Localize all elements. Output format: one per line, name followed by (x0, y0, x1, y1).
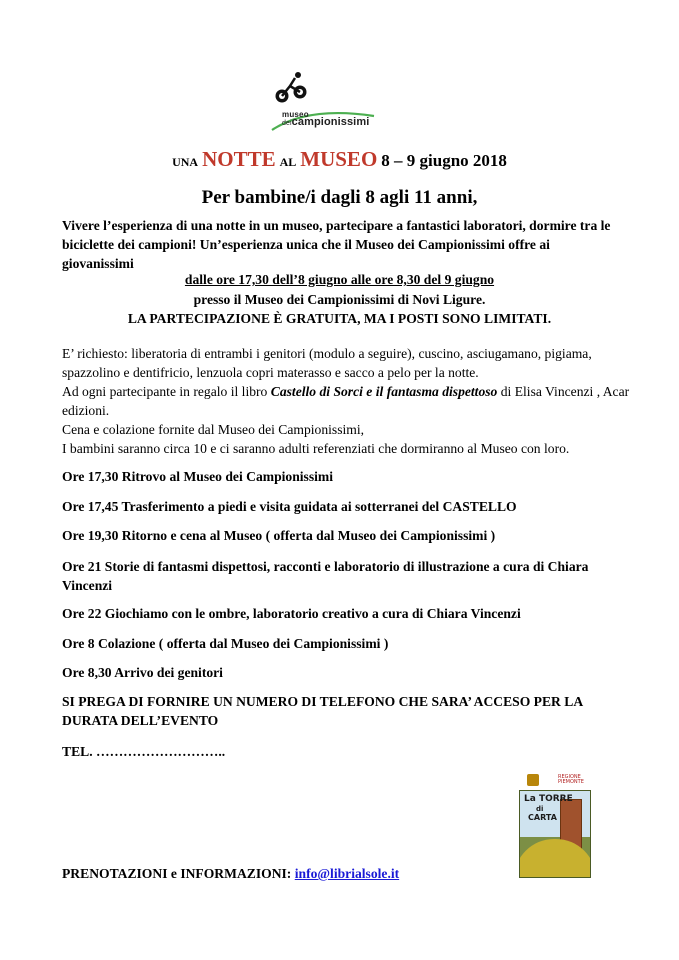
page-subtitle: Per bambine/i dagli 8 agli 11 anni, (201, 187, 478, 208)
email-link[interactable]: info@librialsole.it (294, 866, 400, 881)
logo-word-museo: museo (282, 110, 309, 119)
event-dates: dalle ore 17,30 dell’8 giugno alle ore 8,30 del 9 giugno (184, 272, 495, 287)
requirements-line: E’ richiesto: liberatoria di entrambi i genitori (modulo a seguire), cuscino, asciugamano, pigiama, spazzolino e dentifricio, lenzuola copri materasso e sacco a pelo per la notte. (62, 346, 592, 380)
intro-paragraph: Vivere l’esperienza di una notte in un museo, partecipare a fantastici laboratori, dormire tra le biciclette dei campioni! Un’esperienza unica che il Museo dei Campionissimi offre ai giovanissimi (62, 218, 611, 271)
book-cover-title-di: di (536, 805, 544, 813)
schedule-item: Ore 17,30 Ritrovo al Museo dei Campionissimi (62, 469, 333, 484)
page-title: UNA NOTTE AL MUSEO 8 – 9 giugno 2018 (172, 147, 507, 171)
book-cover-image (519, 790, 591, 878)
participation-note: LA PARTECIPAZIONE È GRATUITA, MA I POSTI SONO LIMITATI. (127, 311, 552, 326)
schedule-item: Ore 8,30 Arrivo dei genitori (62, 665, 223, 680)
meals-line: Cena e colazione fornite dal Museo dei Campionissimi, (62, 422, 365, 437)
schedule-item: Ore 19,30 Ritorno e cena al Museo ( offerta dal Museo dei Campionissimi ) (62, 528, 496, 543)
logo-word-campionissimi: deicampionissimi (282, 116, 370, 128)
event-place: presso il Museo dei Campionissimi di Novi Ligure. (193, 292, 486, 307)
book-cover-title: La TORRE (524, 794, 573, 804)
phone-request: SI PREGA DI FORNIRE UN NUMERO DI TELEFONO CHE SARA’ ACCESO PER LA DURATA DELL’EVENTO (62, 694, 583, 728)
contacts-line (62, 866, 399, 882)
schedule-item: Ore 17,45 Trasferimento a piedi e visita guidata ai sotterranei del CASTELLO (62, 499, 517, 514)
requirements-paragraph (62, 344, 632, 458)
region-crest: REGIONE PIEMONTE (558, 774, 584, 785)
gift-line: Ad ogni partecipante in regalo il libro Castello di Sorci e il fantasma dispettoso di Elisa Vincenzi , Acar edizioni. (62, 384, 630, 418)
museum-logo (268, 66, 378, 134)
book-title: Castello di Sorci e il fantasma dispettoso (270, 384, 498, 399)
schedule-item: Ore 8 Colazione ( offerta dal Museo dei Campionissimi ) (62, 636, 389, 651)
crest-icon (527, 774, 539, 786)
book-cover-title-carta: CARTA (528, 813, 557, 822)
tel-line: TEL. ……………………….. (62, 744, 226, 759)
schedule-item: Ore 21 Storie di fantasmi dispettosi, racconti e laboratorio di illustrazione a cura di Chiara Vincenzi (62, 559, 589, 593)
contacts-label: PRENOTAZIONI e INFORMAZIONI: (62, 866, 292, 881)
schedule-item: Ore 22 Giochiamo con le ombre, laboratorio creativo a cura di Chiara Vincenzi (62, 606, 521, 621)
supervision-line: I bambini saranno circa 10 e ci saranno adulti referenziati che dormiranno al Museo con loro. (62, 441, 570, 456)
